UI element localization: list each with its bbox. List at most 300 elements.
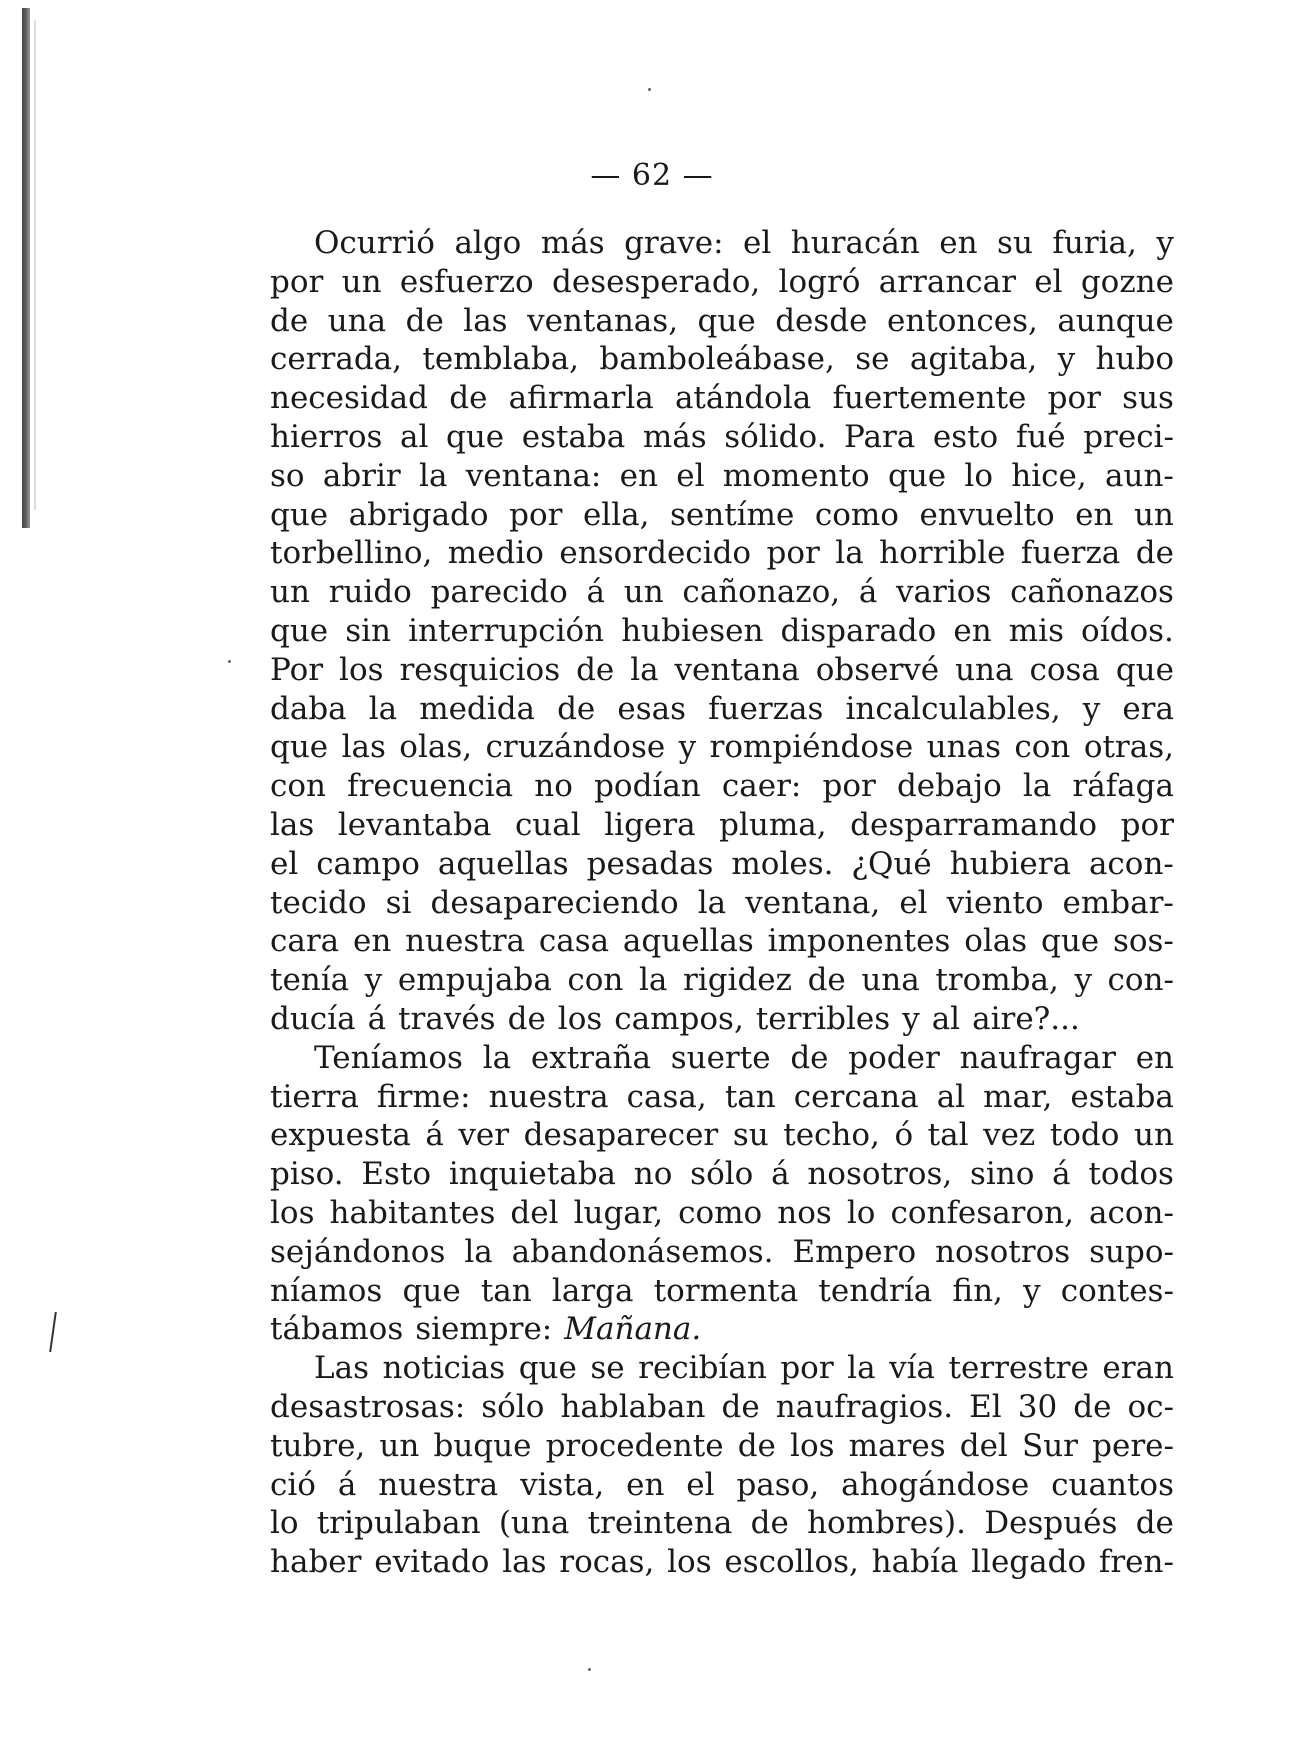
word: sentíme xyxy=(669,496,795,533)
word: Teníamos xyxy=(314,1039,463,1076)
word: cuantos xyxy=(1051,1466,1174,1503)
word: que xyxy=(887,457,947,494)
word: de xyxy=(507,1000,546,1037)
word: 30 xyxy=(1017,1388,1058,1425)
text-line xyxy=(270,534,1174,573)
word: debajo xyxy=(896,768,1002,805)
word: ruido xyxy=(328,574,412,611)
word: evitado xyxy=(374,1544,490,1581)
text-line xyxy=(270,224,1174,263)
word: acon- xyxy=(1088,845,1174,882)
word: y xyxy=(678,729,697,766)
paper-speck xyxy=(228,660,231,663)
word: tal xyxy=(927,1117,969,1154)
word: en xyxy=(619,457,658,494)
word: de xyxy=(721,1388,760,1425)
word: que xyxy=(402,1272,461,1309)
word: y xyxy=(1156,225,1174,261)
word: medio xyxy=(447,535,544,572)
word: casa, xyxy=(626,1078,707,1115)
text-line xyxy=(270,302,1174,341)
word: través xyxy=(398,1000,496,1037)
word: oc- xyxy=(1127,1388,1174,1425)
word: la xyxy=(697,884,727,921)
word: y xyxy=(1074,962,1092,999)
word: como xyxy=(814,496,899,533)
word: interrupción xyxy=(408,612,605,649)
word: lo xyxy=(846,1194,876,1231)
word: fuertemente xyxy=(832,380,1027,417)
word: el xyxy=(686,1466,715,1503)
word: las xyxy=(270,806,315,843)
word: atándola xyxy=(674,380,812,417)
word: tecido xyxy=(270,884,367,921)
word: frecuencia xyxy=(347,768,514,805)
text-line xyxy=(270,1388,1174,1427)
word: Después xyxy=(984,1505,1118,1542)
word: ventana xyxy=(674,651,800,688)
word: larga xyxy=(551,1272,634,1309)
word: las xyxy=(502,1544,547,1581)
word: horrible xyxy=(879,535,1006,572)
text-line xyxy=(270,1310,1174,1349)
word: desastrosas: xyxy=(270,1388,466,1425)
word: mar, xyxy=(983,1078,1053,1115)
word: nosotros, xyxy=(807,1156,953,1193)
word: á xyxy=(425,1117,444,1154)
word: confesaron, xyxy=(890,1194,1074,1231)
word: un xyxy=(623,574,664,611)
word: medida xyxy=(419,690,536,727)
word: Para xyxy=(844,418,916,455)
word: varios xyxy=(896,574,992,611)
word: que xyxy=(1115,651,1174,688)
text-line xyxy=(270,922,1174,961)
paragraph-2 xyxy=(270,1039,1174,1349)
word: imponentes xyxy=(767,923,951,960)
word: que xyxy=(270,612,329,649)
word: treintena xyxy=(587,1505,733,1542)
word: la xyxy=(482,1039,512,1076)
word: estaba xyxy=(1070,1078,1174,1115)
word: ció xyxy=(270,1466,316,1503)
word: el xyxy=(743,225,772,261)
word: la xyxy=(847,1350,876,1387)
word: parecido xyxy=(430,574,568,611)
word: nuestra xyxy=(378,1466,499,1503)
word: hablaban xyxy=(560,1388,706,1425)
word: había xyxy=(871,1544,959,1581)
word: un xyxy=(270,574,310,611)
word: hice, xyxy=(1011,457,1087,494)
text-line xyxy=(270,1427,1174,1466)
word: lo xyxy=(270,1505,299,1542)
word: paso, xyxy=(736,1466,820,1503)
word: algo xyxy=(454,225,522,261)
word: incalculables, xyxy=(845,690,1061,727)
word: noticias xyxy=(382,1350,506,1387)
word: so xyxy=(270,457,305,494)
text-line xyxy=(270,806,1174,845)
word: tierra xyxy=(270,1078,359,1115)
word: moles. xyxy=(731,845,834,882)
word: cual xyxy=(514,806,581,843)
word: por xyxy=(270,263,324,300)
word: tripulaban xyxy=(316,1505,481,1542)
word: hubiesen xyxy=(621,612,764,649)
word: acon- xyxy=(1089,1194,1174,1231)
word: su xyxy=(997,225,1033,261)
word: huracán xyxy=(790,225,920,261)
word: que xyxy=(446,418,505,455)
text-line xyxy=(270,263,1174,302)
word: firme: xyxy=(376,1078,471,1115)
word: tromba, xyxy=(935,962,1059,999)
word: entonces, xyxy=(886,302,1038,339)
text-line xyxy=(270,1000,1174,1039)
word: esfuerzo xyxy=(399,263,534,300)
word: embar- xyxy=(1062,884,1174,921)
word: ráfaga xyxy=(1072,768,1174,805)
word: hombres). xyxy=(807,1505,966,1542)
word: ensordecido xyxy=(559,535,752,572)
text-line xyxy=(270,1155,1174,1194)
word: buque xyxy=(433,1427,532,1464)
word: podían xyxy=(594,768,701,805)
word: rocas, xyxy=(559,1544,655,1581)
word: en xyxy=(626,1466,665,1503)
word: vez xyxy=(983,1117,1036,1154)
word: se xyxy=(855,341,890,378)
word: un xyxy=(1133,496,1174,533)
word: esas xyxy=(617,690,686,727)
word: procedente xyxy=(545,1427,724,1464)
word: desde xyxy=(775,302,868,339)
paper-speck xyxy=(588,1668,591,1671)
word: olas, xyxy=(399,729,473,766)
word: sólo xyxy=(690,1156,754,1193)
text-line xyxy=(270,728,1174,767)
text-line xyxy=(270,1078,1174,1117)
word: desparramando xyxy=(850,806,1098,843)
word: la xyxy=(464,1233,493,1270)
word: á xyxy=(586,574,606,611)
word: un xyxy=(341,263,382,300)
word: levantaba xyxy=(337,806,492,843)
paragraph-3 xyxy=(270,1349,1174,1582)
word: la xyxy=(368,690,398,727)
word: en xyxy=(1075,496,1114,533)
word: de xyxy=(1135,535,1174,572)
word: aquellas xyxy=(437,845,569,882)
word: campo xyxy=(316,845,420,882)
word: el xyxy=(676,457,705,494)
word: al xyxy=(936,1078,966,1115)
word: con xyxy=(270,768,326,805)
text-line xyxy=(270,1039,1174,1078)
word: Sur xyxy=(1021,1427,1078,1464)
word: extraña xyxy=(530,1039,651,1076)
word: olas xyxy=(964,923,1028,960)
paragraph-1 xyxy=(270,224,1174,1039)
word: sos- xyxy=(1112,923,1174,960)
word: á xyxy=(858,574,878,611)
word: tan xyxy=(724,1078,776,1115)
word: aire?... xyxy=(972,1000,1080,1037)
word: un xyxy=(379,1427,420,1464)
word: piso. xyxy=(270,1156,344,1193)
word: al xyxy=(400,418,429,455)
word: nos xyxy=(777,1194,832,1231)
word: contes- xyxy=(1060,1272,1174,1309)
word: por xyxy=(780,1350,834,1387)
word: cruzándose xyxy=(485,729,666,766)
word: se xyxy=(590,1350,625,1387)
word: su xyxy=(732,1117,769,1154)
word: unas xyxy=(926,729,1001,766)
word: expuesta xyxy=(270,1117,411,1154)
word: cosa xyxy=(1029,651,1100,688)
word: arrancar xyxy=(878,263,1016,300)
word: no xyxy=(534,768,573,805)
text-line xyxy=(270,1194,1174,1233)
word: necesidad xyxy=(270,380,429,417)
word: caer: xyxy=(721,768,802,805)
word: un xyxy=(1134,1117,1174,1154)
word: ¿Qué xyxy=(851,845,932,882)
word: la xyxy=(1022,768,1052,805)
word: sin xyxy=(345,612,392,649)
word: los xyxy=(339,651,384,688)
word: una xyxy=(861,962,920,999)
word: nuestra xyxy=(405,923,526,960)
word: por xyxy=(766,535,820,572)
word: de xyxy=(737,1427,776,1464)
word: aunque xyxy=(1057,302,1174,339)
word: inquietaba xyxy=(448,1156,617,1193)
word: ventanas, xyxy=(527,302,679,339)
word: abrir xyxy=(322,457,401,494)
word: á xyxy=(1052,1156,1071,1193)
word: por xyxy=(1047,380,1101,417)
word: los xyxy=(667,1544,712,1581)
word: una xyxy=(327,302,387,339)
word: el xyxy=(270,845,299,882)
text-line xyxy=(270,651,1174,690)
word: ella, xyxy=(582,496,650,533)
word: cañonazos xyxy=(1010,574,1174,611)
word: por xyxy=(509,496,563,533)
word: habitantes xyxy=(329,1194,496,1231)
word: resquicios xyxy=(399,651,561,688)
word: cerrada, xyxy=(270,341,403,378)
word: mis xyxy=(1008,612,1064,649)
word: El xyxy=(969,1388,1002,1425)
word: afirmarla xyxy=(508,380,654,417)
word: el xyxy=(1034,263,1063,300)
text-line xyxy=(270,418,1174,457)
word: al xyxy=(931,1000,961,1037)
word: esto xyxy=(932,418,999,455)
word: oídos. xyxy=(1081,612,1174,649)
text-line xyxy=(270,1543,1174,1582)
page-number: — 62 — xyxy=(590,158,714,193)
word: agitaba, xyxy=(909,341,1038,378)
word: escollos, xyxy=(724,1544,859,1581)
word: fuerza xyxy=(1020,535,1121,572)
stray-ink-mark xyxy=(49,1312,61,1352)
word: Ocurrió xyxy=(314,225,435,261)
word: en xyxy=(352,923,392,960)
word: poder xyxy=(848,1039,940,1076)
binding-edge-shadow xyxy=(22,8,30,528)
word: con xyxy=(567,962,624,999)
text-line xyxy=(270,884,1174,923)
word: ducía xyxy=(270,1000,356,1037)
word: Las xyxy=(314,1350,369,1387)
word: de xyxy=(270,302,309,339)
word: cañonazo, xyxy=(682,574,841,611)
word: de xyxy=(750,1505,789,1542)
word: otras, xyxy=(1083,729,1174,766)
word: sólido. xyxy=(724,418,827,455)
word: logró xyxy=(778,263,861,300)
word: pluma, xyxy=(719,806,827,843)
word: tubre, xyxy=(270,1427,366,1464)
word: y xyxy=(364,962,383,999)
word: níamos xyxy=(270,1272,383,1309)
word: envuelto xyxy=(919,496,1055,533)
word: hubo xyxy=(1095,341,1174,378)
word: ó xyxy=(894,1117,914,1154)
word: aun- xyxy=(1105,457,1174,494)
word: de xyxy=(1073,1388,1112,1425)
word: las xyxy=(341,729,386,766)
word: furia, xyxy=(1052,225,1137,261)
word: naufragar xyxy=(959,1039,1116,1076)
word: temblaba, xyxy=(422,341,580,378)
word: haber xyxy=(270,1544,362,1581)
word: Esto xyxy=(361,1156,432,1193)
word: las xyxy=(463,302,508,339)
word: lugar, xyxy=(573,1194,664,1231)
word: una xyxy=(955,651,1014,688)
word: desesperado, xyxy=(552,263,761,300)
word: empujaba xyxy=(397,962,552,999)
word: que xyxy=(697,302,756,339)
word: por xyxy=(1120,806,1174,843)
word: hubiera xyxy=(949,845,1072,882)
word: en xyxy=(1135,1039,1174,1076)
word: supo- xyxy=(1089,1233,1174,1270)
text-line xyxy=(270,1349,1174,1388)
text-line xyxy=(270,340,1174,379)
word: ahogándose xyxy=(841,1466,1030,1503)
word: techo, xyxy=(783,1117,880,1154)
word: de xyxy=(1135,1505,1174,1542)
word: que xyxy=(270,729,329,766)
word: gozne xyxy=(1080,263,1174,300)
word: siempre: xyxy=(415,1311,553,1348)
word: á xyxy=(367,1000,387,1037)
word: fuerzas xyxy=(708,690,824,727)
text-line xyxy=(270,1233,1174,1272)
text-line xyxy=(270,1116,1174,1155)
text-line xyxy=(270,573,1174,612)
word: bamboleábase, xyxy=(599,341,835,378)
word: tendría xyxy=(818,1272,933,1309)
text-line xyxy=(270,690,1174,729)
word: observé xyxy=(815,651,940,688)
word: ligera xyxy=(604,806,696,843)
binding-edge-faint-line xyxy=(34,20,36,510)
word: eran xyxy=(1102,1350,1174,1387)
word: terrestre xyxy=(948,1350,1089,1387)
text-line xyxy=(270,1466,1174,1505)
word: de xyxy=(405,302,444,339)
word: más xyxy=(540,225,605,261)
word: todos xyxy=(1088,1156,1174,1193)
word: abrigado xyxy=(348,496,489,533)
text-line xyxy=(270,612,1174,651)
word: la xyxy=(419,457,448,494)
word: de xyxy=(790,1039,829,1076)
word: pesadas xyxy=(586,845,714,882)
word: lo xyxy=(964,457,993,494)
word: en xyxy=(953,612,992,649)
word: desaparecer xyxy=(523,1117,719,1154)
word: de xyxy=(449,380,488,417)
word: los xyxy=(790,1427,835,1464)
word: los xyxy=(270,1194,315,1231)
body-text xyxy=(270,224,1174,1582)
word: Empero xyxy=(792,1233,917,1270)
word: naufragios. xyxy=(775,1388,954,1425)
word: fin, xyxy=(952,1272,1003,1309)
word: del xyxy=(510,1194,559,1231)
word: que xyxy=(1040,923,1100,960)
word: fué xyxy=(1015,418,1066,455)
word: momento xyxy=(722,457,870,494)
word: con xyxy=(1014,729,1071,766)
word: y xyxy=(1082,690,1101,727)
word: tormenta xyxy=(653,1272,799,1309)
text-line xyxy=(270,1504,1174,1543)
word: nosotros xyxy=(935,1233,1071,1270)
word: ventana: xyxy=(465,457,602,494)
word: vía xyxy=(889,1350,935,1387)
word: daba xyxy=(270,690,347,727)
word: grave: xyxy=(624,225,724,261)
word: cercana xyxy=(793,1078,919,1115)
word: la xyxy=(835,535,864,572)
word: sejándonos xyxy=(270,1233,446,1270)
word: y xyxy=(902,1000,920,1037)
word: como xyxy=(678,1194,763,1231)
text-line xyxy=(270,379,1174,418)
word: aquellas xyxy=(622,923,754,960)
word: á xyxy=(337,1466,357,1503)
word: ventana, xyxy=(745,884,881,921)
word: que xyxy=(518,1350,577,1387)
word: suerte xyxy=(670,1039,771,1076)
word: casa xyxy=(538,923,610,960)
word: el xyxy=(899,884,928,921)
word: abandonásemos. xyxy=(511,1233,774,1270)
word: cara xyxy=(270,923,340,960)
word: tenía xyxy=(270,962,350,999)
word: sino xyxy=(969,1156,1035,1193)
